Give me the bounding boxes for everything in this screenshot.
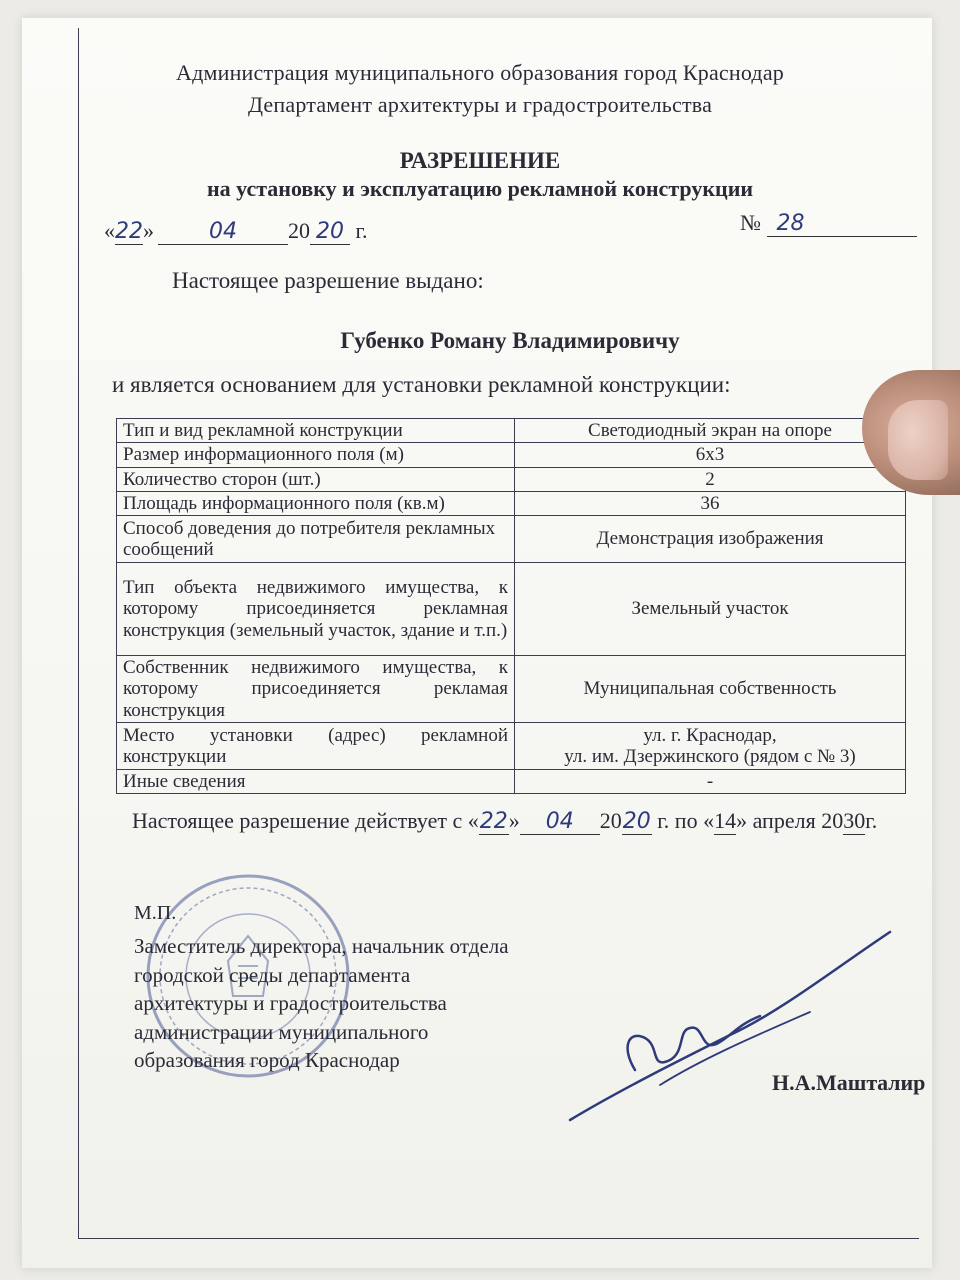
table-row <box>117 770 906 794</box>
signer-position <box>134 932 509 1075</box>
issue-date-close-quote: » <box>143 218 154 243</box>
validity-end-day: 14 <box>714 808 737 833</box>
row-label: Площадь информационного поля (кв.м) <box>117 491 515 515</box>
recipient-name: Губенко Роману Владимировичу <box>340 328 680 353</box>
issue-date-century: 20 <box>288 218 310 243</box>
table-row <box>117 723 906 770</box>
header-department: Департамент архитектуры и градостроительства <box>247 92 713 117</box>
construction-details-table <box>116 418 906 794</box>
intro-text: Настоящее разрешение выдано: <box>172 268 484 293</box>
row-value: Земельный участок <box>515 563 906 656</box>
signer-name: Н.А.Маштaлир <box>772 1070 926 1095</box>
permit-number <box>740 210 917 237</box>
basis-text: и является основанием для установки рекламной конструкции: <box>112 372 731 397</box>
signer-line: архитектуры и градостроительства <box>134 991 447 1016</box>
row-label: Собственник недвижимого имущества, к которому присоединяется рекламая конструкция <box>117 656 515 723</box>
validity-quote: » <box>508 808 520 833</box>
table-row <box>117 443 906 467</box>
issue-date-month: 04 <box>158 219 288 245</box>
address-line-1: ул. г. Краснодар, <box>643 724 777 746</box>
issue-date-year: 20 <box>310 219 350 245</box>
table-row <box>117 656 906 723</box>
row-label: Размер информационного поля (м) <box>117 443 515 467</box>
validity-start-day: 22 <box>479 809 508 834</box>
row-value: - <box>515 770 906 794</box>
handwritten-signature <box>560 920 910 1130</box>
row-value: Муниципальная собственность <box>515 656 906 723</box>
table-row <box>117 563 906 656</box>
signer-line: Заместитель директора, начальник отдела <box>134 934 509 958</box>
header-administration: Администрация муниципального образования город Краснодар <box>176 60 784 85</box>
stamp-place-label: М.П. <box>134 902 177 924</box>
issue-date-suffix: г. <box>355 218 368 243</box>
document-title: РАЗРЕШЕНИЕ <box>399 148 561 173</box>
validity-century: 20 <box>599 808 622 833</box>
permit-number-value: 28 <box>767 211 917 237</box>
validity-end-year: 30 <box>843 808 866 833</box>
permit-number-label: № <box>740 210 761 235</box>
row-value: 6х3 <box>515 443 906 467</box>
validity-start-month: 04 <box>520 809 600 835</box>
table-row <box>117 467 906 491</box>
row-label: Иные сведения <box>117 770 515 794</box>
row-label: Место установки (адрес) рекламной конструкции <box>117 723 515 770</box>
issue-date-open-quote: « <box>104 218 115 243</box>
row-value: 36 <box>515 491 906 515</box>
row-label: Количество сторон (шт.) <box>117 467 515 491</box>
signer-line: городской среды департамента <box>134 962 411 987</box>
issue-date <box>104 218 368 245</box>
validity-middle: г. по « <box>657 808 715 833</box>
thumb-nail <box>888 400 948 480</box>
validity-end-month: » апреля 20 <box>736 808 844 833</box>
row-label: Способ доведения до потребителя рекламных сообщений <box>117 516 515 563</box>
signer-line: администрации муниципального <box>134 1019 429 1044</box>
issue-date-day: 22 <box>115 219 143 244</box>
row-label: Тип объекта недвижимого имущества, к которому присоединяется рекламная конструкция (земельный участок, здание и т.п.) <box>117 563 515 656</box>
row-value <box>515 723 906 770</box>
row-value: Светодиодный экран на опоре <box>515 419 906 443</box>
row-value: 2 <box>515 467 906 491</box>
validity-end-suffix: г. <box>865 808 878 833</box>
table-row <box>117 491 906 515</box>
signer-line: образования город Краснодар <box>134 1048 400 1073</box>
table-row <box>117 419 906 443</box>
document-subtitle: на установку и эксплуатацию рекламной конструкции <box>206 176 754 201</box>
address-line-2: ул. им. Дзержинского (рядом с № 3) <box>564 746 856 768</box>
validity-period <box>132 808 877 835</box>
row-label: Тип и вид рекламной конструкции <box>117 419 515 443</box>
validity-start-year: 20 <box>622 809 651 834</box>
table-row <box>117 516 906 563</box>
validity-prefix: Настоящее разрешение действует с « <box>132 808 479 833</box>
row-value: Демонстрация изображения <box>515 516 906 563</box>
